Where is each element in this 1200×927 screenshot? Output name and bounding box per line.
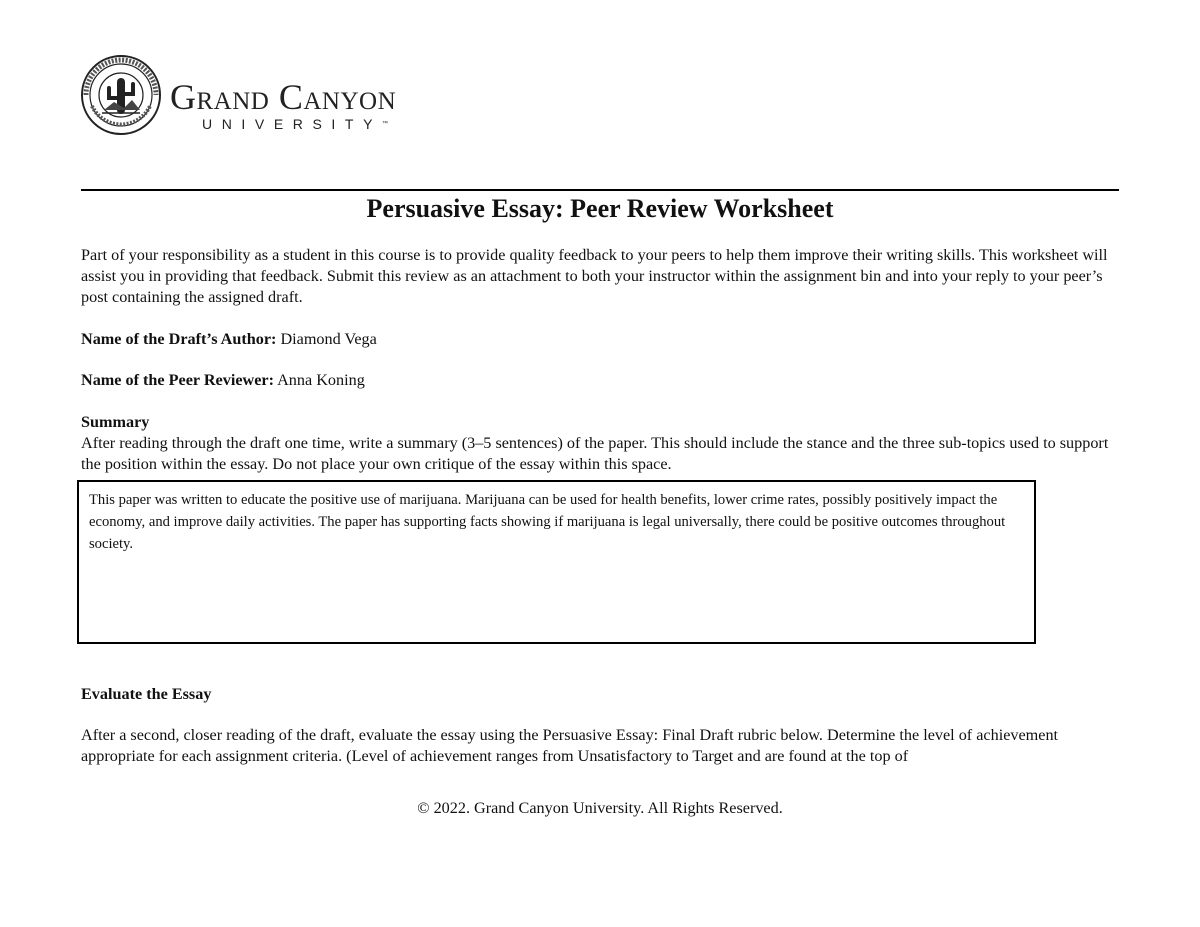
reviewer-line	[81, 370, 1121, 391]
author-line	[81, 329, 1121, 350]
trademark-symbol: ™	[382, 121, 389, 127]
intro-paragraph: Part of your responsibility as a student in this course is to provide quality feedback to your peers to help them improve their writing skills. This worksheet will assist you in providing that feedback. Submit this review as an attachment to both your instructor within the assignment bin and into your reply to your peer’s post containing the assigned draft.	[81, 246, 1108, 306]
summary-instructions: After reading through the draft one time, write a summary (3–5 sentences) of the paper. This should include the stance and the three sub-topics used to support the position within the essay. Do not place your own critique of the essay within this space.	[81, 434, 1109, 473]
summary-response-text[interactable]: This paper was written to educate the positive use of marijuana. Marijuana can be used for health benefits, lower crime rates, possibly positively impact the economy, and improve daily activities. The paper has supporting facts showing if marijuana is legal universally, there could be positive outcomes throughout society.	[89, 492, 1006, 552]
copyright-footer: © 2022. Grand Canyon University. All Rights Reserved.	[417, 799, 783, 817]
university-logo	[80, 54, 460, 144]
university-subtitle: UNIVERSITY™	[202, 116, 389, 132]
summary-heading: Summary	[81, 413, 150, 431]
evaluate-heading: Evaluate the Essay	[81, 685, 212, 703]
evaluate-instructions: After a second, closer reading of the draft, evaluate the essay using the Persuasive Essay: Final Draft rubric below. Determine the level of achievement appropriate for each assignment criteria. (Level of achievement ranges from Unsatisfactory to Target and are found at the top of	[81, 726, 1059, 765]
page-title: Persuasive Essay: Peer Review Worksheet	[366, 194, 834, 223]
author-label: Name of the Draft’s Author:	[81, 330, 277, 348]
reviewer-value[interactable]: Anna Koning	[273, 371, 365, 389]
author-value[interactable]: Diamond Vega	[276, 330, 377, 348]
university-name: Grand Canyon	[170, 77, 397, 117]
reviewer-label: Name of the Peer Reviewer:	[81, 371, 274, 389]
university-wordmark	[170, 78, 396, 132]
summary-response-box[interactable]	[77, 480, 1036, 644]
university-seal-icon	[80, 54, 162, 136]
header-divider	[81, 189, 1119, 191]
